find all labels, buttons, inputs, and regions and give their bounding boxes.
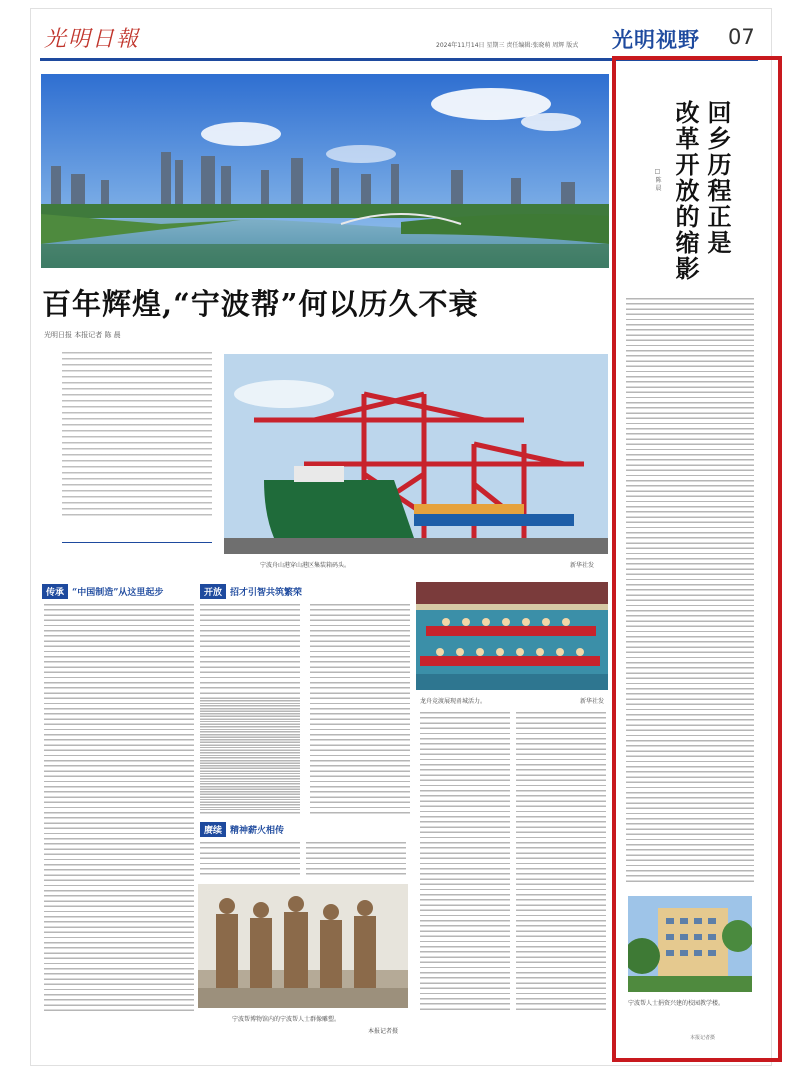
publication-meta: 2024年11月14日 星期三 责任编辑:张晓萌 周辉 版式 — [436, 42, 579, 49]
section-heritage-tag: 传承 — [42, 584, 68, 599]
section-heritage — [42, 584, 192, 598]
sidebar-body-text — [626, 298, 754, 882]
boat-photo-credit: 新华社发 — [580, 698, 605, 705]
main-byline: 光明日报 本报记者 陈 晨 — [44, 331, 121, 339]
section-spirit-title[interactable]: 精神薪火相传 — [230, 825, 285, 836]
city-skyline-photo[interactable] — [41, 74, 609, 268]
section-spirit-tag: 赓续 — [200, 822, 226, 837]
opening-text-col3 — [200, 700, 300, 810]
statue-photo-caption: 宁波帮博物馆内的宁波帮人士群像雕塑。 — [232, 1016, 341, 1023]
intro-text — [62, 352, 212, 520]
sidebar-byline: □ 陈 晨 — [654, 168, 661, 191]
port-photo-credit: 新华社发 — [570, 562, 595, 569]
sidebar-photo-caption: 宁波帮人士捐资兴建的校园教学楼。 — [628, 1000, 725, 1007]
section-opening — [200, 584, 400, 598]
right-body-col2 — [516, 712, 606, 1012]
school-building-photo[interactable] — [628, 896, 752, 992]
sidebar-title-line1[interactable]: 回乡历程正是 — [703, 100, 732, 256]
section-opening-title[interactable]: 招才引智共筑繁荣 — [230, 587, 303, 598]
sidebar-title-line2[interactable]: 改革开放的缩影 — [671, 100, 700, 282]
newspaper-logo[interactable]: 光明日報 — [44, 27, 141, 52]
spirit-text-col1 — [200, 842, 300, 878]
main-headline[interactable]: 百年辉煌,“宁波帮”何以历久不衰 — [42, 287, 479, 321]
section-spirit — [200, 822, 400, 836]
statue-photo-credit: 本报记者摄 — [368, 1028, 399, 1035]
masthead — [40, 18, 758, 61]
opening-text-col2 — [310, 604, 410, 814]
statue-group-photo[interactable] — [198, 884, 408, 1008]
right-body-col1 — [420, 712, 510, 1012]
dragon-boat-photo[interactable] — [416, 582, 608, 690]
port-photo-caption: 宁波舟山港穿山港区集装箱码头。 — [260, 562, 351, 569]
page-number: 07 — [728, 25, 755, 49]
section-name: 光明视野 — [612, 27, 700, 52]
intro-divider — [62, 542, 212, 543]
heritage-text — [44, 604, 194, 1014]
sidebar-photo-credit: 本报记者摄 — [690, 1035, 716, 1041]
spirit-text-col2 — [306, 842, 406, 878]
port-crane-photo[interactable] — [224, 354, 608, 554]
boat-photo-caption: 龙舟竞渡展现甬城活力。 — [420, 698, 487, 705]
section-heritage-title[interactable]: “中国制造”从这里起步 — [72, 587, 164, 598]
section-opening-tag: 开放 — [200, 584, 226, 599]
